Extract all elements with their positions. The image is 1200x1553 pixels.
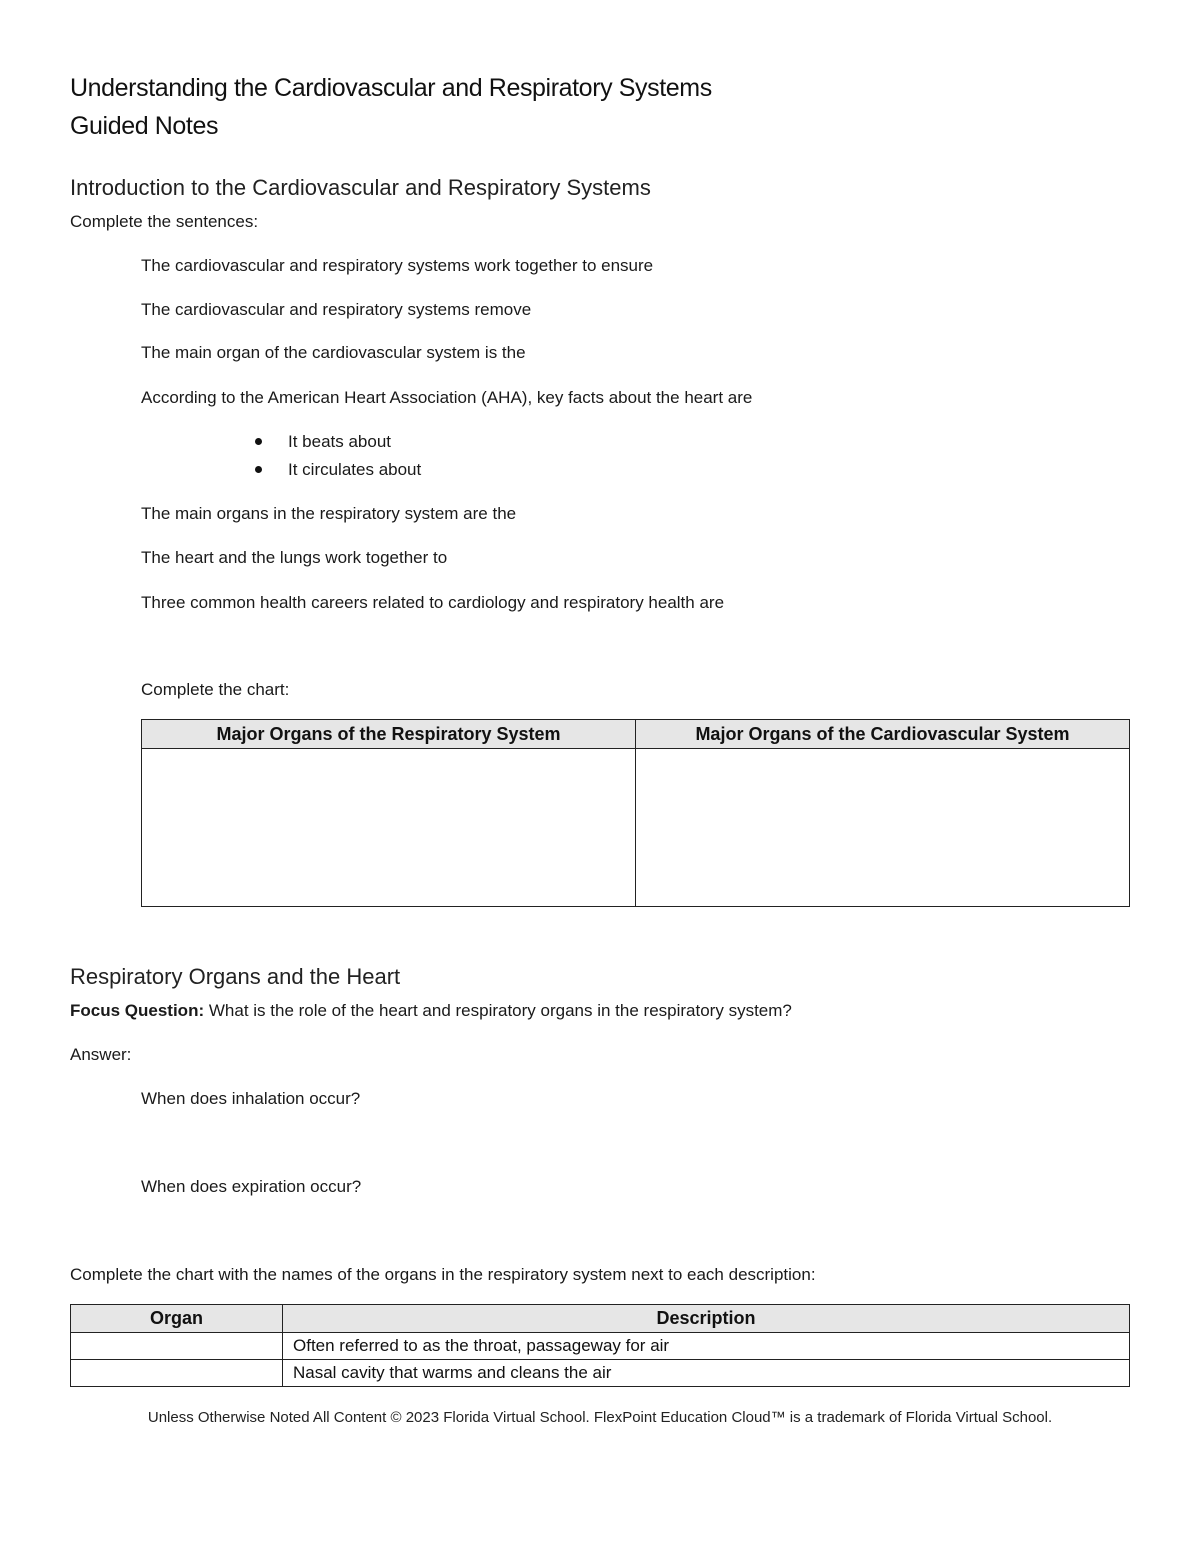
answer-label: Answer: — [70, 1045, 132, 1064]
sentence-5: The main organs in the respiratory system are the — [141, 504, 517, 523]
intro-heading: Introduction to the Cardiovascular and Respiratory Systems — [70, 175, 651, 200]
description-cell — [283, 1333, 1130, 1360]
organ-description-table — [70, 1304, 1130, 1387]
chart-instruction: Complete the chart: — [141, 680, 290, 699]
focus-text: What is the role of the heart and respiratory organs in the respiratory system? — [208, 1001, 792, 1020]
sentence-1: The cardiovascular and respiratory systems work together to ensure — [141, 256, 654, 275]
focus-label: Focus Question: — [70, 1001, 205, 1020]
bullet-dot-icon — [255, 466, 262, 473]
document-subtitle: Guided Notes — [70, 112, 219, 140]
question-inhalation: When does inhalation occur? — [141, 1089, 361, 1108]
document-title: Understanding the Cardiovascular and Respiratory Systems — [70, 74, 712, 102]
organ-chart-instruction: Complete the chart with the names of the organs in the respiratory system next to each description: — [70, 1265, 816, 1284]
footer-copyright: Unless Otherwise Noted All Content © 2023 Florida Virtual School. FlexPoint Education Cloud™ is a trademark of Florida Virtual School. — [147, 1409, 1053, 1426]
sentence-3: The main organ of the cardiovascular system is the — [141, 343, 526, 362]
description-text: Nasal cavity that warms and cleans the air — [293, 1363, 612, 1382]
bullet-dot-icon — [255, 438, 262, 445]
organs-chart — [141, 719, 1130, 907]
sentence-6: The heart and the lungs work together to — [141, 548, 448, 567]
table-header-description: Description — [283, 1305, 1130, 1333]
question-expiration: When does expiration occur? — [141, 1177, 362, 1196]
focus-question — [70, 1001, 792, 1021]
table-header-organ: Organ — [71, 1305, 283, 1333]
organ-answer-cell[interactable] — [71, 1333, 283, 1360]
cardiovascular-organs-cell[interactable] — [636, 749, 1130, 907]
respiratory-organs-cell[interactable] — [142, 749, 636, 907]
organ-answer-cell[interactable] — [71, 1360, 283, 1387]
resp-heading: Respiratory Organs and the Heart — [70, 964, 401, 989]
table-row — [71, 1360, 1130, 1387]
chart-header-respiratory: Major Organs of the Respiratory System — [142, 720, 636, 749]
chart-header-cardiovascular: Major Organs of the Cardiovascular System — [636, 720, 1130, 749]
description-text: Often referred to as the throat, passageway for air — [293, 1336, 670, 1355]
sentence-4: According to the American Heart Association (AHA), key facts about the heart are — [141, 388, 753, 407]
sentence-7: Three common health careers related to cardiology and respiratory health are — [141, 593, 725, 612]
bullet-item-1: It beats about — [288, 432, 392, 451]
bullet-item-2: It circulates about — [288, 460, 422, 479]
sentence-2: The cardiovascular and respiratory systems remove — [141, 300, 532, 319]
table-row — [71, 1333, 1130, 1360]
description-cell — [283, 1360, 1130, 1387]
intro-instruction: Complete the sentences: — [70, 212, 259, 231]
